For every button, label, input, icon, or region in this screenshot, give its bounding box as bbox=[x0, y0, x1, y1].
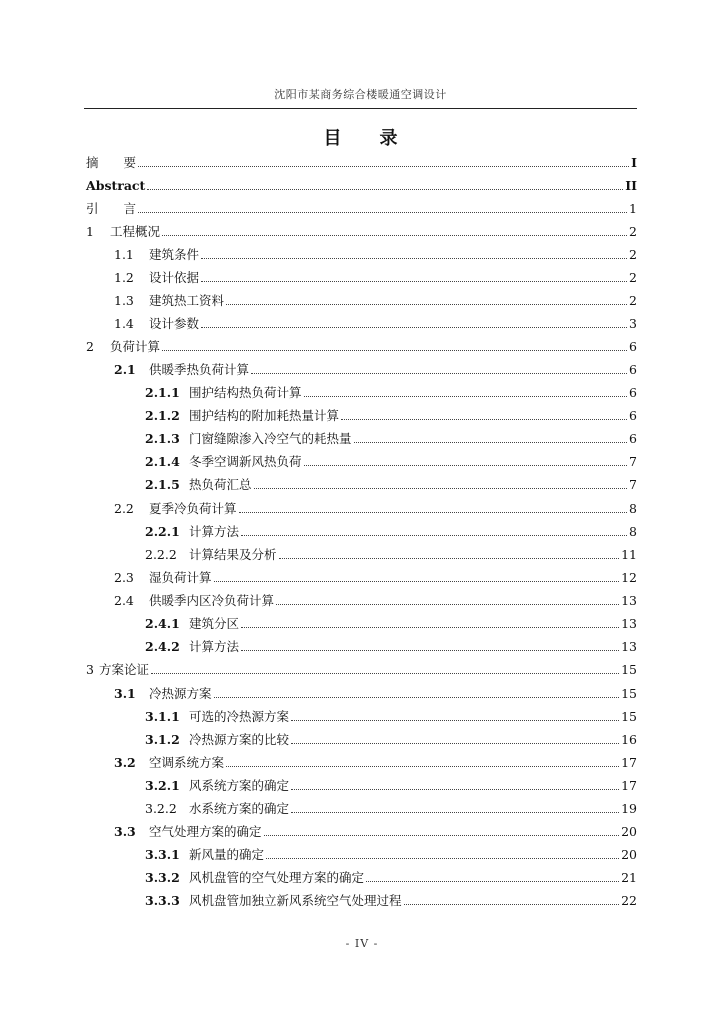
toc-entry-page: 2 bbox=[629, 293, 637, 308]
toc-entry-label: 风机盘管的空气处理方案的确定 bbox=[189, 870, 365, 885]
toc-entry-label: 供暖季热负荷计算 bbox=[149, 362, 250, 377]
toc-entry-page: 22 bbox=[621, 893, 637, 908]
toc-entry-page: 13 bbox=[621, 616, 637, 631]
toc-entry-label: 建筑热工资料 bbox=[149, 293, 225, 308]
toc-entry-page: 17 bbox=[621, 755, 637, 770]
toc-entry-label: 方案论证 bbox=[99, 662, 150, 677]
toc-entry-page: 15 bbox=[621, 709, 637, 724]
toc-entry-number: 2.1.4 bbox=[145, 454, 180, 469]
toc-entry-number: 1.4 bbox=[114, 316, 134, 331]
toc-entry-2-1-1[interactable] bbox=[145, 380, 637, 400]
toc-entry-page: 6 bbox=[629, 339, 637, 354]
title-char-2: 录 bbox=[379, 128, 398, 149]
toc-entry-number: 2.2.1 bbox=[145, 524, 180, 539]
toc-entry-label: 热负荷汇总 bbox=[189, 477, 252, 492]
toc-entry-number: 2.1.3 bbox=[145, 431, 180, 446]
toc-entry-page: 2 bbox=[629, 224, 637, 239]
toc-entry-page: 7 bbox=[629, 454, 637, 469]
toc-entry-3[interactable] bbox=[86, 657, 637, 677]
toc-entry-page: 16 bbox=[621, 732, 637, 747]
toc-entry-2-4-2[interactable] bbox=[145, 634, 637, 654]
toc-entry-label: 冬季空调新风热负荷 bbox=[189, 454, 302, 469]
toc-entry-1-2[interactable] bbox=[114, 265, 637, 285]
toc-entry-number: 2.1.5 bbox=[145, 477, 180, 492]
toc-entry-number: 3.1.2 bbox=[145, 732, 180, 747]
toc-entry-2-3[interactable] bbox=[114, 565, 637, 585]
toc-entry-number: 2 bbox=[86, 339, 94, 354]
toc-entry-number: 3.2.1 bbox=[145, 778, 180, 793]
toc-entry-page: 8 bbox=[629, 501, 637, 516]
toc-entry-number: 3.1.1 bbox=[145, 709, 180, 724]
toc-entry-number: 3.3 bbox=[114, 824, 136, 839]
toc-entry-page: 6 bbox=[629, 408, 637, 423]
toc-entry-page: I bbox=[631, 155, 637, 170]
toc-entry-number: 3.2.2 bbox=[145, 801, 177, 816]
toc-entry-label: 围护结构热负荷计算 bbox=[189, 385, 302, 400]
toc-entry-page: 19 bbox=[621, 801, 637, 816]
toc-entry-number: 1.3 bbox=[114, 293, 134, 308]
toc-entry-number: 1 bbox=[86, 224, 94, 239]
toc-entry-page: 7 bbox=[629, 477, 637, 492]
toc-entry-2-2[interactable] bbox=[114, 496, 637, 516]
toc-entry-label: 新风量的确定 bbox=[189, 847, 265, 862]
toc-entry-number: 1.1 bbox=[114, 247, 134, 262]
toc-entry-page: 13 bbox=[621, 639, 637, 654]
title-char-1: 目 bbox=[323, 128, 342, 149]
toc-entry-label: 可选的冷热源方案 bbox=[189, 709, 290, 724]
toc-entry-3-3-3[interactable] bbox=[145, 888, 637, 908]
toc-entry-page: 13 bbox=[621, 593, 637, 608]
toc-entry-page: II bbox=[625, 178, 637, 193]
toc-entry-number: 1.2 bbox=[114, 270, 134, 285]
toc-entry-number: 3.1 bbox=[114, 686, 136, 701]
toc-entry-3-2[interactable] bbox=[114, 750, 637, 770]
toc-entry-label: 风机盘管加独立新风系统空气处理过程 bbox=[189, 893, 402, 908]
toc-entry-number: 3 bbox=[86, 662, 94, 677]
toc-entry-page: 3 bbox=[629, 316, 637, 331]
toc-entry-3-2-2[interactable] bbox=[145, 796, 637, 816]
toc-entry-label: 门窗缝隙渗入冷空气的耗热量 bbox=[189, 431, 352, 446]
toc-entry-page: 1 bbox=[629, 201, 637, 216]
toc-entry-label: 空调系统方案 bbox=[149, 755, 225, 770]
toc-entry-number: 3.3.2 bbox=[145, 870, 180, 885]
toc-entry-label: 冷热源方案 bbox=[149, 686, 212, 701]
toc-entry-number: 3.3.3 bbox=[145, 893, 180, 908]
toc-entry-number: 3.3.1 bbox=[145, 847, 180, 862]
toc-entry-2-1-4[interactable] bbox=[145, 449, 637, 469]
toc-entry-3-3[interactable] bbox=[114, 819, 637, 839]
toc-entry-3-3-1[interactable] bbox=[145, 842, 637, 862]
page-number: - IV - bbox=[345, 937, 379, 950]
toc-entry-page: 6 bbox=[629, 362, 637, 377]
toc-entry-preface[interactable] bbox=[86, 196, 637, 216]
toc-entry-2-4[interactable] bbox=[114, 588, 637, 608]
toc-entry-label: 冷热源方案的比较 bbox=[189, 732, 290, 747]
toc-entry-abstract-cn[interactable] bbox=[86, 150, 637, 170]
toc-entry-label: 围护结构的附加耗热量计算 bbox=[189, 408, 340, 423]
toc-entry-2[interactable] bbox=[86, 334, 637, 354]
toc-entry-page: 2 bbox=[629, 247, 637, 262]
toc-entry-page: 20 bbox=[621, 847, 637, 862]
toc-entry-label: Abstract bbox=[86, 178, 146, 193]
toc-entry-page: 17 bbox=[621, 778, 637, 793]
toc-entry-3-1-2[interactable] bbox=[145, 727, 637, 747]
toc-entry-page: 20 bbox=[621, 824, 637, 839]
toc-entry-1-4[interactable] bbox=[114, 311, 637, 331]
toc-entry-label: 水系统方案的确定 bbox=[189, 801, 290, 816]
toc-entry-2-4-1[interactable] bbox=[145, 611, 637, 631]
toc-entry-label: 建筑分区 bbox=[189, 616, 240, 631]
toc-entry-page: 2 bbox=[629, 270, 637, 285]
page-title bbox=[84, 124, 637, 150]
toc-entry-label: 设计参数 bbox=[149, 316, 200, 331]
toc-entry-page: 15 bbox=[621, 686, 637, 701]
toc-entry-2-1-3[interactable] bbox=[145, 426, 637, 446]
toc-entry-3-3-2[interactable] bbox=[145, 865, 637, 885]
toc-entry-number: 2.4.1 bbox=[145, 616, 180, 631]
toc-entry-label: 空气处理方案的确定 bbox=[149, 824, 262, 839]
toc-entry-2-1[interactable] bbox=[114, 357, 637, 377]
toc-entry-number: 2.4.2 bbox=[145, 639, 180, 654]
running-header bbox=[84, 86, 637, 109]
toc-entry-label: 摘 要 bbox=[86, 155, 137, 170]
toc-entry-page: 6 bbox=[629, 385, 637, 400]
toc-entry-page: 6 bbox=[629, 431, 637, 446]
toc-entry-label: 湿负荷计算 bbox=[149, 570, 212, 585]
toc-entry-label: 风系统方案的确定 bbox=[189, 778, 290, 793]
toc-entry-label: 设计依据 bbox=[149, 270, 200, 285]
toc-entry-3-2-1[interactable] bbox=[145, 773, 637, 793]
toc-entry-label: 计算方法 bbox=[189, 524, 240, 539]
toc-entry-page: 21 bbox=[621, 870, 637, 885]
toc-entry-abstract-en[interactable] bbox=[86, 173, 637, 193]
toc-entry-3-1[interactable] bbox=[114, 681, 637, 701]
toc-entry-number: 2.1.2 bbox=[145, 408, 180, 423]
toc-entry-number: 2.2.2 bbox=[145, 547, 177, 562]
toc-entry-label: 引 言 bbox=[86, 201, 137, 216]
toc-entry-label: 负荷计算 bbox=[110, 339, 161, 354]
toc-entry-page: 12 bbox=[621, 570, 637, 585]
running-header-text: 沈阳市某商务综合楼暖通空调设计 bbox=[274, 88, 447, 101]
toc-entry-label: 供暖季内区冷负荷计算 bbox=[149, 593, 275, 608]
toc-entry-page: 15 bbox=[621, 662, 637, 677]
toc-entry-1-3[interactable] bbox=[114, 288, 637, 308]
toc-entry-label: 计算方法 bbox=[189, 639, 240, 654]
toc-entry-label: 工程概况 bbox=[110, 224, 161, 239]
toc-entry-number: 2.1 bbox=[114, 362, 136, 377]
toc-entry-number: 2.4 bbox=[114, 593, 134, 608]
toc-entry-2-2-2[interactable] bbox=[145, 542, 637, 562]
toc-entry-3-1-1[interactable] bbox=[145, 704, 637, 724]
toc-entry-number: 2.1.1 bbox=[145, 385, 180, 400]
toc-entry-2-2-1[interactable] bbox=[145, 519, 637, 539]
toc-entry-label: 建筑条件 bbox=[149, 247, 200, 262]
toc-entry-2-1-2[interactable] bbox=[145, 403, 637, 423]
toc-entry-1-1[interactable] bbox=[114, 242, 637, 262]
toc-entry-page: 8 bbox=[629, 524, 637, 539]
toc-entry-number: 2.2 bbox=[114, 501, 134, 516]
toc-entry-page: 11 bbox=[621, 547, 637, 562]
toc-entry-label: 夏季冷负荷计算 bbox=[149, 501, 237, 516]
page-number-footer bbox=[0, 937, 724, 950]
toc-entry-number: 3.2 bbox=[114, 755, 136, 770]
toc-entry-2-1-5[interactable] bbox=[145, 472, 637, 492]
toc-entry-1[interactable] bbox=[86, 219, 637, 239]
toc-entry-label: 计算结果及分析 bbox=[189, 547, 277, 562]
toc-entry-number: 2.3 bbox=[114, 570, 134, 585]
